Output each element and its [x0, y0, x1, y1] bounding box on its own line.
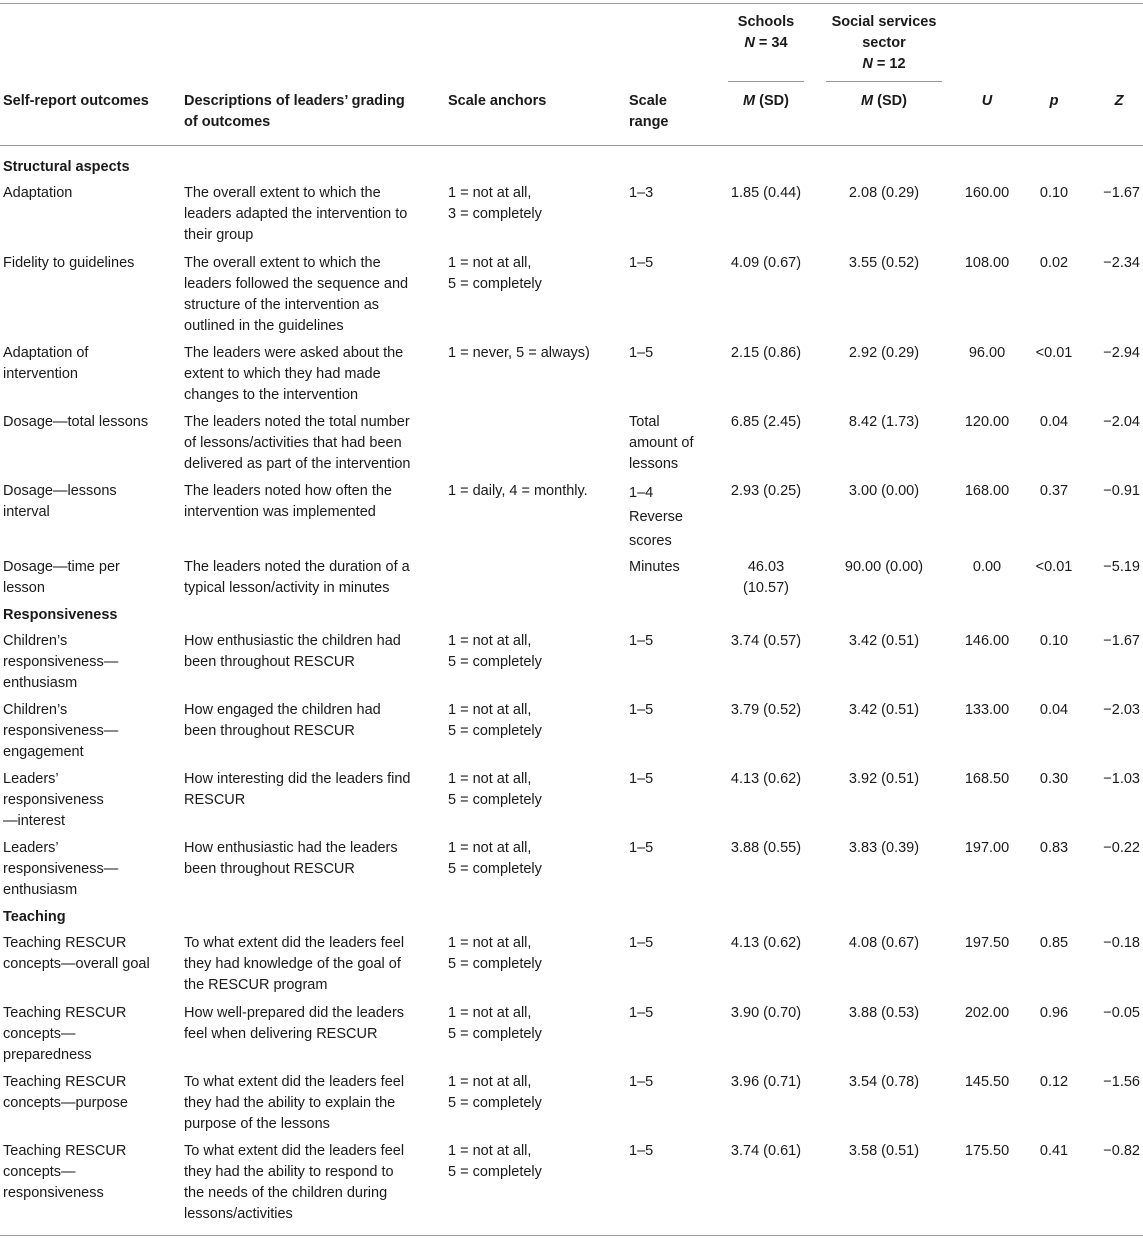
cell-anchors: 1 = daily, 4 = monthly. [448, 483, 588, 499]
schools-group-rule [728, 81, 804, 82]
cell-anchors: 1 = not at all, 5 = completely [448, 1074, 542, 1111]
cell-description: How well-prepared did the leaders feel when delivering RESCUR [184, 1005, 405, 1042]
cell-z: −2.34 [1103, 255, 1140, 271]
cell-anchors: 1 = not at all, 3 = completely [448, 185, 542, 222]
cell-range: 1–3 [629, 185, 654, 201]
cell-social: 3.54 (0.78) [848, 1074, 920, 1090]
cell-description: The overall extent to which the leaders adapted the intervention to their group [184, 185, 408, 243]
cell-z: −2.03 [1103, 702, 1140, 718]
cell-outcome: Adaptation [3, 185, 73, 201]
cell-range: 1–5 [629, 1143, 654, 1159]
cell-range: 1–5 [629, 633, 654, 649]
cell-range: 1–5 [629, 1074, 654, 1090]
cell-p: 0.30 [1039, 771, 1069, 787]
cell-schools: 6.85 (2.45) [730, 414, 802, 430]
cell-social: 2.92 (0.29) [848, 345, 920, 361]
cell-u: 108.00 [964, 255, 1010, 271]
cell-description: How interesting did the leaders find RESCUR [184, 771, 411, 808]
social-sd-label: (SD) [873, 93, 907, 109]
cell-outcome: Children’s responsiveness— enthusiasm [3, 633, 119, 691]
cell-schools: 3.88 (0.55) [730, 840, 802, 856]
cell-schools: 4.13 (0.62) [730, 935, 802, 951]
cell-p: 0.04 [1039, 702, 1069, 718]
cell-z: −0.91 [1103, 483, 1140, 499]
cell-p: 0.12 [1039, 1074, 1069, 1090]
cell-u: 133.00 [964, 702, 1010, 718]
cell-social: 90.00 (0.00) [844, 559, 924, 575]
cell-p: 0.85 [1039, 935, 1069, 951]
cell-social: 3.92 (0.51) [848, 771, 920, 787]
cell-u: 96.00 [968, 345, 1006, 361]
cell-outcome: Leaders’ responsiveness— enthusiasm [3, 840, 119, 898]
cell-p: 0.10 [1039, 185, 1069, 201]
social-m-label: M [861, 93, 874, 109]
cell-outcome: Dosage—lessons interval [3, 483, 117, 520]
table-bottom-rule [0, 1235, 1143, 1236]
cell-description: To what extent did the leaders feel they had the ability to explain the purpose of the lessons [184, 1074, 405, 1132]
cell-u: 197.50 [964, 935, 1010, 951]
cell-z: −1.67 [1103, 185, 1140, 201]
table-header-rule [0, 145, 1143, 146]
cell-p: 0.37 [1039, 483, 1069, 499]
col-header-anchors: Scale anchors [448, 93, 547, 109]
cell-outcome: Fidelity to guidelines [3, 255, 135, 271]
cell-description: The leaders noted the total number of lessons/activities that had been delivered as part of the intervention [184, 414, 411, 472]
cell-schools: 3.96 (0.71) [730, 1074, 802, 1090]
cell-schools: 3.74 (0.61) [730, 1143, 802, 1159]
col-header-u [957, 91, 1017, 112]
cell-social: 3.88 (0.53) [848, 1005, 920, 1021]
schools-m-label: M [743, 93, 756, 109]
cell-anchors: 1 = not at all, 5 = completely [448, 702, 542, 739]
cell-u: 197.00 [964, 840, 1010, 856]
cell-p: 0.83 [1039, 840, 1069, 856]
cell-range: 1–5 [629, 255, 654, 271]
cell-u: 146.00 [964, 633, 1010, 649]
cell-z: −0.82 [1103, 1143, 1140, 1159]
cell-range: 1–5 [629, 935, 654, 951]
schools-title: Schools [737, 14, 795, 30]
schools-sd-label: (SD) [755, 93, 789, 109]
col-header-outcomes: Self-report outcomes [3, 93, 149, 109]
cell-p: <0.01 [1035, 559, 1073, 575]
social-group-rule [826, 81, 942, 82]
cell-p: 0.41 [1039, 1143, 1069, 1159]
cell-schools: 3.79 (0.52) [730, 702, 802, 718]
cell-outcome: Children’s responsiveness— engagement [3, 702, 119, 760]
col-header-p [1030, 91, 1078, 112]
cell-z: −0.18 [1103, 935, 1140, 951]
cell-social: 2.08 (0.29) [848, 185, 920, 201]
cell-u: 168.50 [964, 771, 1010, 787]
cell-schools: 4.09 (0.67) [730, 255, 802, 271]
cell-p: 0.96 [1039, 1005, 1069, 1021]
cell-p: 0.02 [1039, 255, 1069, 271]
cell-range: 1–5 [629, 1005, 654, 1021]
cell-anchors: 1 = not at all, 5 = completely [448, 771, 542, 808]
schools-group-header [728, 12, 804, 54]
section-title-responsiveness: Responsiveness [3, 607, 118, 623]
social-group-header [826, 12, 942, 75]
cell-outcome: Leaders’ responsiveness —interest [3, 771, 104, 829]
cell-outcome: Teaching RESCUR concepts—purpose [3, 1074, 128, 1111]
section-title-structural: Structural aspects [3, 159, 130, 175]
cell-schools: 2.15 (0.86) [730, 345, 802, 361]
cell-anchors: 1 = never, 5 = always) [448, 345, 590, 361]
cell-u: 168.00 [964, 483, 1010, 499]
cell-u: 160.00 [964, 185, 1010, 201]
social-title-line2: sector [862, 35, 906, 51]
cell-schools: 3.74 (0.57) [730, 633, 802, 649]
cell-range: 1–5 [629, 345, 654, 361]
cell-outcome: Teaching RESCUR concepts—overall goal [3, 935, 150, 972]
cell-social: 4.08 (0.67) [848, 935, 920, 951]
cell-range: Minutes [629, 559, 680, 575]
social-n-value: = 12 [872, 56, 906, 72]
cell-z: −1.56 [1103, 1074, 1140, 1090]
table-top-rule [0, 3, 1143, 4]
cell-schools: 4.13 (0.62) [730, 771, 802, 787]
cell-u: 0.00 [972, 559, 1002, 575]
cell-z: −1.03 [1103, 771, 1140, 787]
cell-u: 120.00 [964, 414, 1010, 430]
cell-p: <0.01 [1035, 345, 1073, 361]
schools-n [728, 33, 804, 54]
z-label: Z [1114, 93, 1124, 109]
col-header-schools-msd [728, 91, 804, 112]
social-n-label: N [862, 56, 873, 72]
cell-description: How enthusiastic the children had been throughout RESCUR [184, 633, 401, 670]
cell-z: −2.04 [1103, 414, 1140, 430]
cell-schools: 3.90 (0.70) [730, 1005, 802, 1021]
cell-description: The leaders noted how often the intervention was implemented [184, 483, 392, 520]
cell-description: How engaged the children had been throughout RESCUR [184, 702, 381, 739]
cell-outcome: Adaptation of intervention [3, 345, 89, 382]
cell-schools: 46.03 (10.57) [743, 559, 789, 596]
col-header-range: Scale range [629, 93, 669, 130]
cell-social: 3.55 (0.52) [848, 255, 920, 271]
schools-n-label: N [744, 35, 755, 51]
cell-u: 202.00 [964, 1005, 1010, 1021]
cell-z: −2.94 [1103, 345, 1140, 361]
cell-range: 1–5 [629, 840, 654, 856]
cell-social: 8.42 (1.73) [848, 414, 920, 430]
cell-anchors: 1 = not at all, 5 = completely [448, 255, 542, 292]
cell-outcome: Teaching RESCUR concepts— preparedness [3, 1005, 127, 1063]
cell-z: −0.22 [1103, 840, 1140, 856]
cell-description: To what extent did the leaders feel they had knowledge of the goal of the RESCUR program [184, 935, 405, 993]
social-title-line1: Social services [831, 14, 937, 30]
cell-z: −5.19 [1103, 559, 1140, 575]
cell-range: 1–5 [629, 702, 654, 718]
schools-n-value: = 34 [754, 35, 788, 51]
cell-anchors: 1 = not at all, 5 = completely [448, 935, 542, 972]
cell-z: −0.05 [1103, 1005, 1140, 1021]
cell-z: −1.67 [1103, 633, 1140, 649]
cell-social: 3.42 (0.51) [848, 702, 920, 718]
cell-p: 0.04 [1039, 414, 1069, 430]
cell-schools: 1.85 (0.44) [730, 185, 802, 201]
p-label: p [1049, 93, 1059, 109]
cell-social: 3.42 (0.51) [848, 633, 920, 649]
cell-description: The leaders noted the duration of a typical lesson/activity in minutes [184, 559, 410, 596]
cell-outcome: Dosage—time per lesson [3, 559, 120, 596]
cell-u: 145.50 [964, 1074, 1010, 1090]
cell-description: How enthusiastic had the leaders been throughout RESCUR [184, 840, 398, 877]
cell-p: 0.10 [1039, 633, 1069, 649]
col-header-z [1095, 91, 1143, 112]
cell-range: Total amount of lessons [629, 414, 694, 472]
cell-social: 3.83 (0.39) [848, 840, 920, 856]
cell-schools: 2.93 (0.25) [730, 483, 802, 499]
cell-social: 3.00 (0.00) [848, 483, 920, 499]
cell-anchors: 1 = not at all, 5 = completely [448, 840, 542, 877]
cell-outcome: Teaching RESCUR concepts— responsiveness [3, 1143, 127, 1201]
cell-anchors: 1 = not at all, 5 = completely [448, 1143, 542, 1180]
col-header-social-msd [826, 91, 942, 112]
cell-anchors: 1 = not at all, 5 = completely [448, 1005, 542, 1042]
cell-outcome: Dosage—total lessons [3, 414, 149, 430]
cell-description: The leaders were asked about the extent to which they had made changes to the intervention [184, 345, 404, 403]
cell-anchors: 1 = not at all, 5 = completely [448, 633, 542, 670]
cell-description: The overall extent to which the leaders followed the sequence and structure of the intervention as outlined in the guidelines [184, 255, 409, 334]
cell-range: 1–5 [629, 771, 654, 787]
social-n [826, 54, 942, 75]
cell-range: 1–4 Reverse scores [629, 485, 683, 549]
cell-description: To what extent did the leaders feel they had the ability to respond to the needs of the children during lessons/activities [184, 1143, 405, 1222]
u-label: U [981, 93, 993, 109]
section-title-teaching: Teaching [3, 909, 66, 925]
col-header-descriptions: Descriptions of leaders’ grading of outcomes [184, 93, 405, 130]
cell-u: 175.50 [964, 1143, 1010, 1159]
cell-social: 3.58 (0.51) [848, 1143, 920, 1159]
